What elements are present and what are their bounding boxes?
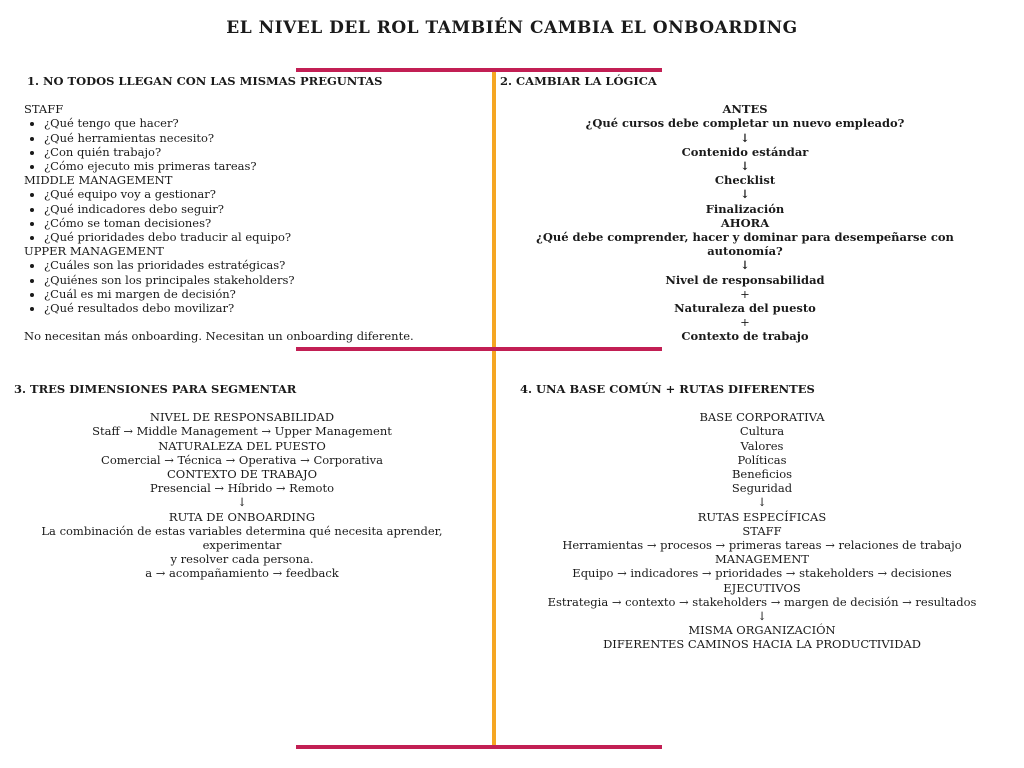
logic-flow: [500, 102, 990, 343]
flow-line: Herramientas → procesos → primeras tareas → relaciones de trabajo: [562, 538, 962, 553]
group-label: STAFF: [24, 102, 64, 117]
list-item: • ¿Qué indicadores debo seguir?: [44, 202, 484, 216]
group-label: MIDDLE MANAGEMENT: [24, 173, 173, 188]
flow-line: Presencial → Híbrido → Remoto: [149, 481, 335, 496]
section-questions: [24, 74, 484, 343]
flow-line: RUTA DE ONBOARDING: [168, 509, 316, 524]
flow-line: NATURALEZA DEL PUESTO: [158, 438, 326, 453]
bottom-divider: [296, 745, 662, 749]
flow-line: DIFERENTES CAMINOS HACIA LA PRODUCTIVIDAD: [603, 637, 921, 652]
section-logic: [500, 74, 990, 344]
section-heading: 1. NO TODOS LLEGAN CON LAS MISMAS PREGUNTAS: [27, 74, 383, 88]
section-footer: No necesitan más onboarding. Necesitan un onboarding diferente.: [24, 329, 414, 344]
flow-line: Naturaleza del puesto: [674, 301, 816, 316]
flow-line: Nivel de responsabilidad: [665, 272, 825, 287]
flow-line: ¿Qué cursos debe completar un nuevo empleado?: [585, 116, 905, 131]
flow-line: ↓: [740, 258, 750, 273]
flow-line: Políticas: [737, 452, 787, 467]
flow-line: Valores: [740, 438, 784, 453]
flow-line: Seguridad: [731, 481, 793, 496]
middle-divider: [296, 347, 662, 351]
vertical-divider: [492, 70, 496, 748]
list-item: • ¿Cómo se toman decisiones?: [44, 216, 484, 230]
flow-line: AHORA: [720, 215, 770, 230]
flow-line: Comercial → Técnica → Operativa → Corporativa: [101, 452, 383, 467]
flow-line: ↓: [740, 130, 750, 145]
flow-line: Contenido estándar: [681, 144, 809, 159]
flow-line: La combinación de estas variables determina qué necesita aprender, experimentar: [41, 523, 443, 553]
flow-line: ↓: [237, 495, 247, 510]
flow-line: Checklist: [714, 173, 776, 188]
list-item: • ¿Qué herramientas necesito?: [44, 131, 484, 145]
flow-line: BASE CORPORATIVA: [699, 410, 825, 425]
list-item: • ¿Qué resultados debo movilizar?: [44, 301, 484, 315]
list-item: • ¿Qué prioridades debo traducir al equipo?: [44, 230, 484, 244]
flow-line: Cultura: [739, 424, 785, 439]
flow-line: a → acompañamiento → feedback: [145, 566, 339, 581]
dimensions-flow: [14, 410, 470, 580]
top-divider: [296, 68, 662, 72]
flow-line: ↓: [757, 495, 767, 510]
page-title: EL NIVEL DEL ROL TAMBIÉN CAMBIA EL ONBOARDING: [226, 18, 798, 38]
flow-line: +: [740, 315, 750, 330]
flow-line: Contexto de trabajo: [681, 329, 809, 344]
section-heading: 3. TRES DIMENSIONES PARA SEGMENTAR: [14, 382, 297, 396]
question-list: [24, 116, 484, 173]
list-item: • ¿Cuál es mi margen de decisión?: [44, 287, 484, 301]
flow-line: CONTEXTO DE TRABAJO: [167, 467, 317, 482]
list-item: • ¿Cómo ejecuto mis primeras tareas?: [44, 159, 484, 173]
flow-line: Estrategia → contexto → stakeholders → margen de decisión → resultados: [547, 594, 977, 609]
flow-line: NIVEL DE RESPONSABILIDAD: [149, 410, 335, 425]
routes-flow: [520, 410, 1004, 651]
list-item: • ¿Qué equipo voy a gestionar?: [44, 187, 484, 201]
section-routes: [520, 382, 1004, 652]
flow-line: EJECUTIVOS: [723, 580, 801, 595]
flow-line: ¿Qué debe comprender, hacer y dominar para desempeñarse con autonomía?: [536, 230, 954, 259]
flow-line: MANAGEMENT: [715, 552, 809, 567]
flow-line: +: [740, 286, 750, 301]
flow-line: Equipo → indicadores → prioridades → stakeholders → decisiones: [572, 566, 952, 581]
section-dimensions: [14, 382, 470, 581]
list-item: • ¿Con quién trabajo?: [44, 145, 484, 159]
question-list: [24, 187, 484, 244]
flow-line: Staff → Middle Management → Upper Management: [92, 424, 392, 439]
list-item: • ¿Cuáles son las prioridades estratégicas?: [44, 258, 484, 272]
flow-line: Finalización: [705, 201, 785, 216]
section-heading: 4. UNA BASE COMÚN + RUTAS DIFERENTES: [520, 382, 815, 396]
flow-line: MISMA ORGANIZACIÓN: [688, 623, 836, 638]
section-heading: 2. CAMBIAR LA LÓGICA: [500, 74, 657, 88]
flow-line: ANTES: [722, 102, 768, 117]
flow-line: ↓: [757, 609, 767, 624]
flow-line: Beneficios: [731, 467, 793, 482]
list-item: • ¿Qué tengo que hacer?: [44, 116, 484, 130]
list-item: • ¿Quiénes son los principales stakeholders?: [44, 273, 484, 287]
flow-line: STAFF: [742, 523, 782, 538]
flow-line: RUTAS ESPECÍFICAS: [697, 509, 827, 524]
flow-line: ↓: [740, 159, 750, 174]
question-list: [24, 258, 484, 315]
flow-line: y resolver cada persona.: [170, 552, 314, 567]
group-label: UPPER MANAGEMENT: [24, 244, 164, 259]
flow-line: ↓: [740, 187, 750, 202]
